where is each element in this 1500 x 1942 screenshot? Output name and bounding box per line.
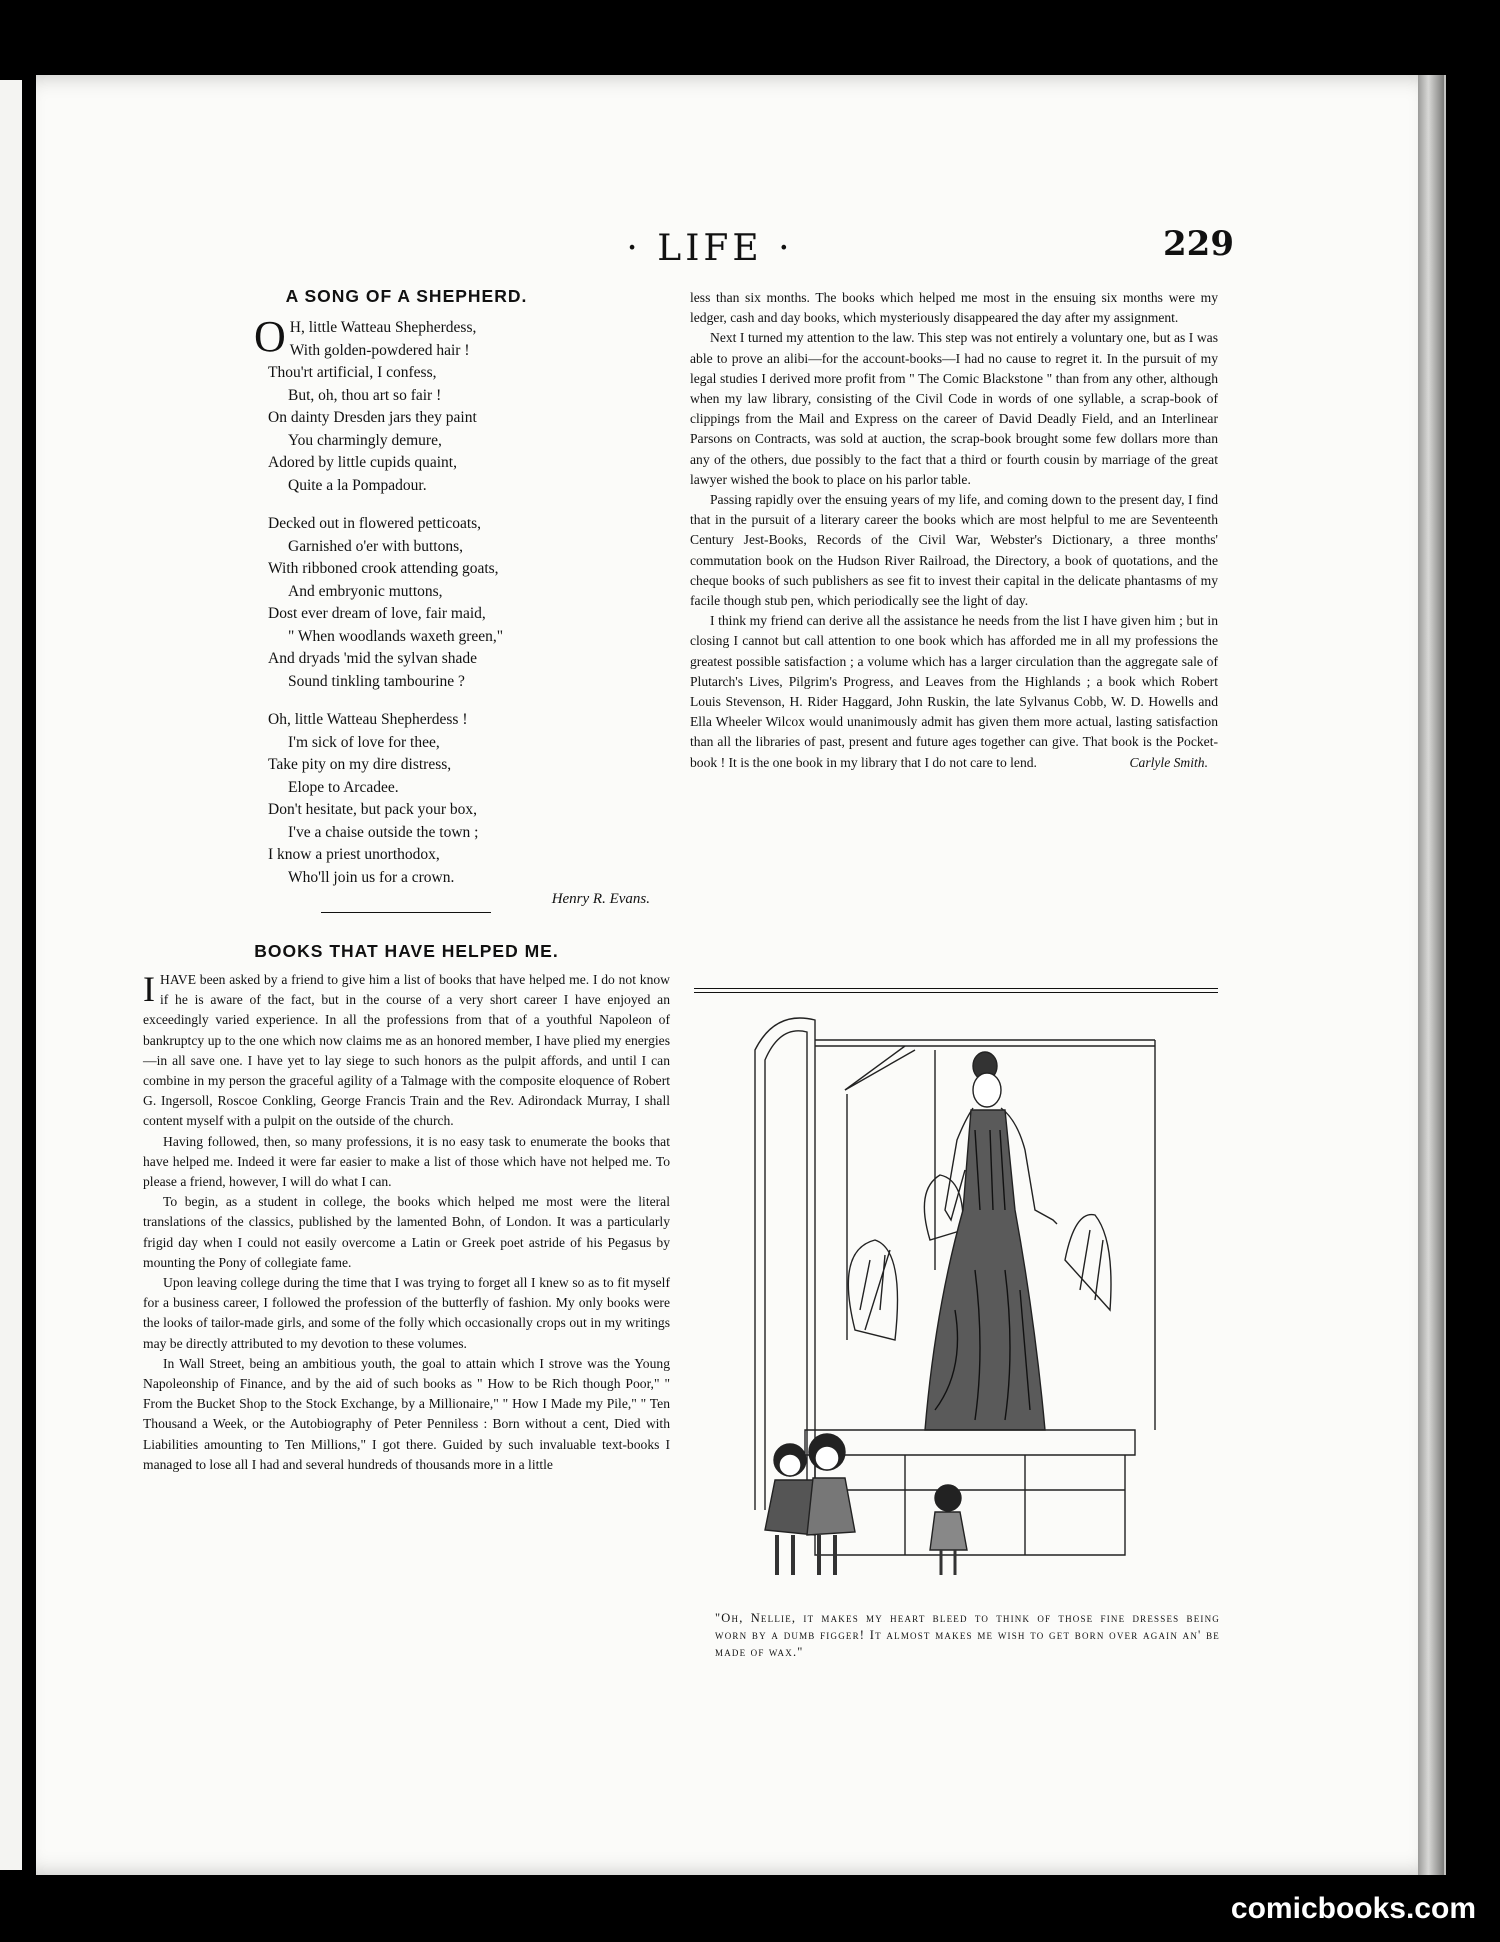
poem-line: Don't hesitate, but pack your box, (268, 801, 477, 818)
poem-line: Decked out in flowered petticoats, (268, 515, 482, 532)
article-body-right (690, 288, 1218, 773)
poem-body (254, 312, 670, 889)
poem-line: But, oh, thou art so fair ! (288, 386, 442, 404)
poem-line: With golden-powdered hair ! (289, 341, 470, 359)
poem-line: Thou'rt artificial, I confess, (268, 364, 437, 381)
poem-line: H, little Watteau Shepherdess, (289, 319, 477, 336)
article-paragraph-text: HAVE been asked by a friend to give him a list of books that have helped me. I do not know if he is aware of the fact, but in the course of a very short career I have enjoyed an exceedingly varied experience. In all the professions from that of a youthful Napoleon of bankruptcy up to the one which now claims me as an honored member, I have plied my energies—in all save one. I have yet to lay siege to such honors as the pulpit affords, and until I can combine in my person the graceful agility of a Talmage with the composite eloquence of Robert G. Ingersoll, Roscoe Conkling, George Francis Train and the Rev. Adirondack Murray, I shall content myself with a pulpit on the outside of the church. (143, 972, 670, 1129)
poem-line: Who'll join us for a crown. (288, 868, 455, 886)
page-number: 229 (1163, 224, 1234, 264)
article-paragraph: In Wall Street, being an ambitious youth, the goal to attain which I strove was the Young Napoleonship of Finance, and by the aid of such books as " How to be Rich though Poor," " From the Bucket Shop to the Stock Exchange, by a Millionaire," " How I Made my Pile," " Ten Thousand a Week, or the Autobiography of Peter Penniless : Born without a cent, Died with Liabilities amounting to Ten Millions," I got there. Guided by such invaluable text-books I managed to lose all I had and several hundreds of thousands more in a little (143, 1355, 670, 1472)
site-watermark: comicbooks.com (1230, 1892, 1476, 1925)
adjacent-page-edge (0, 80, 22, 1870)
poem-line: I know a priest unorthodox, (268, 846, 440, 863)
poem-line: On dainty Dresden jars they paint (268, 409, 477, 426)
poem-line: Garnished o'er with buttons, (288, 537, 463, 555)
article-title: BOOKS THAT HAVE HELPED ME. (254, 941, 559, 961)
article-paragraph-text: I think my friend can derive all the assistance he needs from the list I have given him ; but in closing I cannot but call attention to one book which has afforded me in all my professions the greatest possible satisfaction ; a volume which has a larger circulation than the aggregate sale of Plutarch's Lives, Pilgrim's Progress, and Leaves from the Highlands ; a book which Robert Louis Stevenson, H. Rider Haggard, John Ruskin, the late Sylvanus Cobb, W. D. Howells and Ella Wheeler Wilcox would unanimously admit has given them more actual, lasting satisfaction than all the libraries of past, present and future ages together can give. That book is the Pocket-book ! It is the one book in my library that I do not care to lend. (690, 613, 1218, 770)
poem-line: Elope to Arcadee. (288, 778, 399, 796)
poem-stanza (268, 513, 670, 693)
article-body-left (143, 970, 670, 1475)
poem-dropcap: O (254, 312, 286, 361)
article-author: Carlyle Smith. (1129, 754, 1208, 770)
poem-author: Henry R. Evans. (551, 891, 650, 907)
masthead-title: · LIFE · (626, 228, 794, 269)
section-divider (321, 912, 491, 913)
poem-line: Quite a la Pompadour. (288, 476, 427, 494)
section-divider (694, 988, 1218, 993)
poem-line: Take pity on my dire distress, (268, 756, 452, 773)
poem-line: With ribboned crook attending goats, (268, 560, 499, 577)
article-paragraph: Upon leaving college during the time that I was trying to forget all I knew so as to fit myself for a business career, I followed the profession of the butterfly of fashion. My only books were the looks of tailor-made girls, and some of the folly which occasionally crops out in my writings may be directly attributed to my devotion to these volumes. (143, 1275, 670, 1351)
article-paragraph (143, 970, 670, 1132)
cartoon-drawing (735, 1010, 1180, 1580)
cartoon-caption: "Oh, Nellie, it makes my heart bleed to think of those fine dresses being worn by a dumb figger! It almost makes me wish to get born over again an' be made of wax." (715, 1611, 1220, 1659)
poem-line: I've a chaise outside the town ; (288, 823, 479, 841)
right-column (690, 288, 1218, 773)
article-paragraph (690, 611, 1218, 773)
poem-line: Oh, little Watteau Shepherdess ! (268, 711, 468, 728)
article-paragraph: Next I turned my attention to the law. This step was not entirely a voluntary one, but as I was able to prove an alibi—for the account-books—I had no cause to regret it. In the pursuit of my legal studies I derived more profit from " The Comic Blackstone " than from any other, although when my law library, consisting of the Civil Code in words of one syllable, a scrap-book of clippings from the Mail and Express on the career of David Deadly Field, and an Interlinear Parsons on Contracts, was sold at auction, the scrap-book brought some few dollars more than any of the others, due possibly to the fact that a third or fourth cousin by marriage of the great lawyer wished the book to place on his parlor table. (690, 330, 1218, 487)
article-paragraph: Passing rapidly over the ensuing years of my life, and coming down to the present day, I find that in the pursuit of a literary career the books which are most helpful to me are Seventeenth Century Jest-Books, Records of the Civil War, Webster's Dictionary, a three months' commutation book on the Hudson River Railroad, the Directory, a book of quotations, and the cheque books of such publishers as see fit to invest their capital in the delicate phantasms of my facile though stub pen, which periodically see the light of day. (690, 492, 1218, 609)
article-dropcap: I (143, 969, 155, 1009)
poem-line: Sound tinkling tambourine ? (288, 672, 465, 690)
poem-line: " When woodlands waxeth green," (288, 627, 504, 645)
page-binding-edge (1418, 75, 1444, 1875)
article-paragraph: less than six months. The books which helped me most in the ensuing six months were my ledger, cash and day books, which mysteriously disappeared the day after my assignment. (690, 290, 1218, 326)
cartoon-illustration (735, 1010, 1180, 1580)
left-column (143, 286, 670, 1475)
poem-stanza (254, 312, 670, 497)
article-paragraph: To begin, as a student in college, the books which helped me most were the literal translations of the classics, published by the lamented Bohn, of London. It was a particularly frigid day when I could not easily overcome a Latin or Greek poet astride of his Pegasus by mounting the Pony of collegiate fame. (143, 1194, 670, 1270)
poem-stanza (268, 709, 670, 889)
poem-line: Dost ever dream of love, fair maid, (268, 605, 486, 622)
poem-title: A SONG OF A SHEPHERD. (285, 286, 528, 306)
article-paragraph: Having followed, then, so many professions, it is no easy task to enumerate the books that have helped me. Indeed it were far easier to make a list of those which have not helped me. To please a friend, however, I will do what I can. (143, 1133, 670, 1190)
poem-line: You charmingly demure, (288, 431, 442, 449)
poem-line: I'm sick of love for thee, (288, 733, 440, 751)
poem-line: Adored by little cupids quaint, (268, 454, 457, 471)
poem-line: And embryonic muttons, (288, 582, 443, 600)
poem-line: And dryads 'mid the sylvan shade (268, 650, 477, 667)
